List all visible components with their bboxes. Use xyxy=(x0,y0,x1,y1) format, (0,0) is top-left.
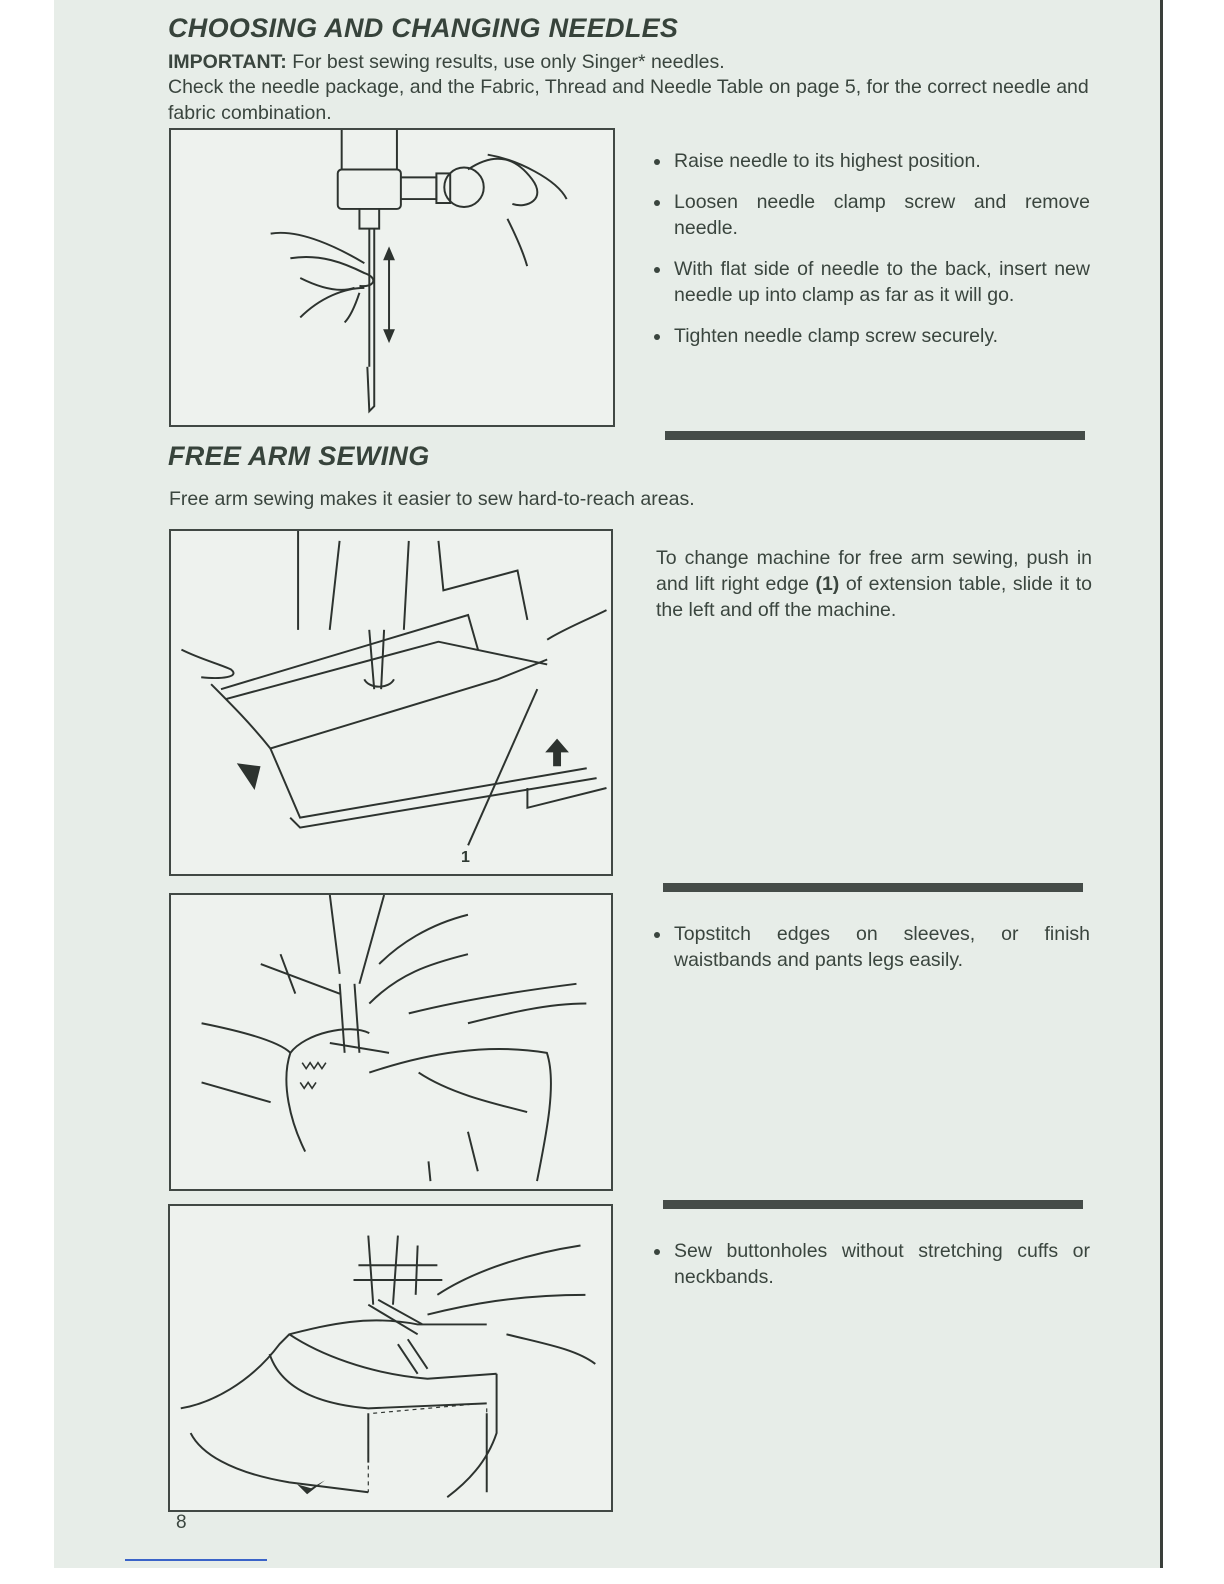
step-text: Tighten needle clamp screw securely. xyxy=(674,325,999,347)
buttonhole-tip-list xyxy=(654,1238,1090,1290)
bottom-link-line xyxy=(125,1559,267,1561)
important-label: IMPORTANT: xyxy=(168,51,287,73)
page-edge xyxy=(1160,0,1163,1568)
section-divider xyxy=(663,883,1083,892)
page-number: 8 xyxy=(176,1512,187,1533)
instruction-text: To change machine for free arm sewing, push in and lift right edge xyxy=(656,547,1092,595)
extension-table-drawing xyxy=(171,531,611,874)
buttonhole-drawing xyxy=(170,1206,611,1510)
section-divider xyxy=(665,431,1085,440)
step-text: With flat side of needle to the back, insert new needle up into clamp as far as it will go. xyxy=(674,258,1090,306)
tip-text: Sew buttonholes without stretching cuffs or neckbands. xyxy=(674,1240,1090,1288)
tip-item-buttonhole xyxy=(654,1238,1090,1290)
callout-label-1: 1 xyxy=(461,849,470,866)
free-arm-intro: Free arm sewing makes it easier to sew hard-to-reach areas. xyxy=(169,488,695,510)
step-item-1 xyxy=(654,148,1090,174)
bullet-icon xyxy=(654,334,660,340)
step-item-4 xyxy=(654,323,1090,349)
instruction-text: of extension table, slide it to the left and off the machine. xyxy=(656,573,1092,621)
step-text: Raise needle to its highest position. xyxy=(674,150,981,172)
topstitch-drawing xyxy=(171,895,611,1189)
extension-table-illustration xyxy=(169,529,613,876)
needle-drawing xyxy=(171,130,613,425)
part-reference: (1) xyxy=(815,573,840,595)
step-item-2 xyxy=(654,189,1090,241)
bullet-icon xyxy=(654,159,660,165)
topstitch-tip-list xyxy=(654,921,1090,973)
important-note xyxy=(168,50,1108,76)
bullet-icon xyxy=(654,200,660,206)
section-title-free-arm: FREE ARM SEWING xyxy=(168,441,430,471)
bullet-icon xyxy=(654,267,660,273)
buttonhole-illustration xyxy=(168,1204,613,1512)
section-divider xyxy=(663,1200,1083,1209)
important-text: For best sewing results, use only Singer* needles. xyxy=(286,51,725,73)
tip-item-topstitch xyxy=(654,921,1090,973)
needle-steps-list xyxy=(654,148,1090,349)
topstitch-illustration xyxy=(169,893,613,1191)
step-text: Loosen needle clamp screw and remove needle. xyxy=(674,191,1090,239)
bullet-icon xyxy=(654,932,660,938)
needle-illustration xyxy=(169,128,615,427)
bullet-icon xyxy=(654,1249,660,1255)
step-item-3 xyxy=(654,256,1090,308)
free-arm-instructions xyxy=(656,545,1092,623)
tip-text: Topstitch edges on sleeves, or finish waistbands and pants legs easily. xyxy=(674,923,1090,971)
section-title-needles: CHOOSING AND CHANGING NEEDLES xyxy=(168,13,679,43)
check-note: Check the needle package, and the Fabric, Thread and Needle Table on page 5, for the correct needle and fabric combination. xyxy=(168,76,1089,124)
